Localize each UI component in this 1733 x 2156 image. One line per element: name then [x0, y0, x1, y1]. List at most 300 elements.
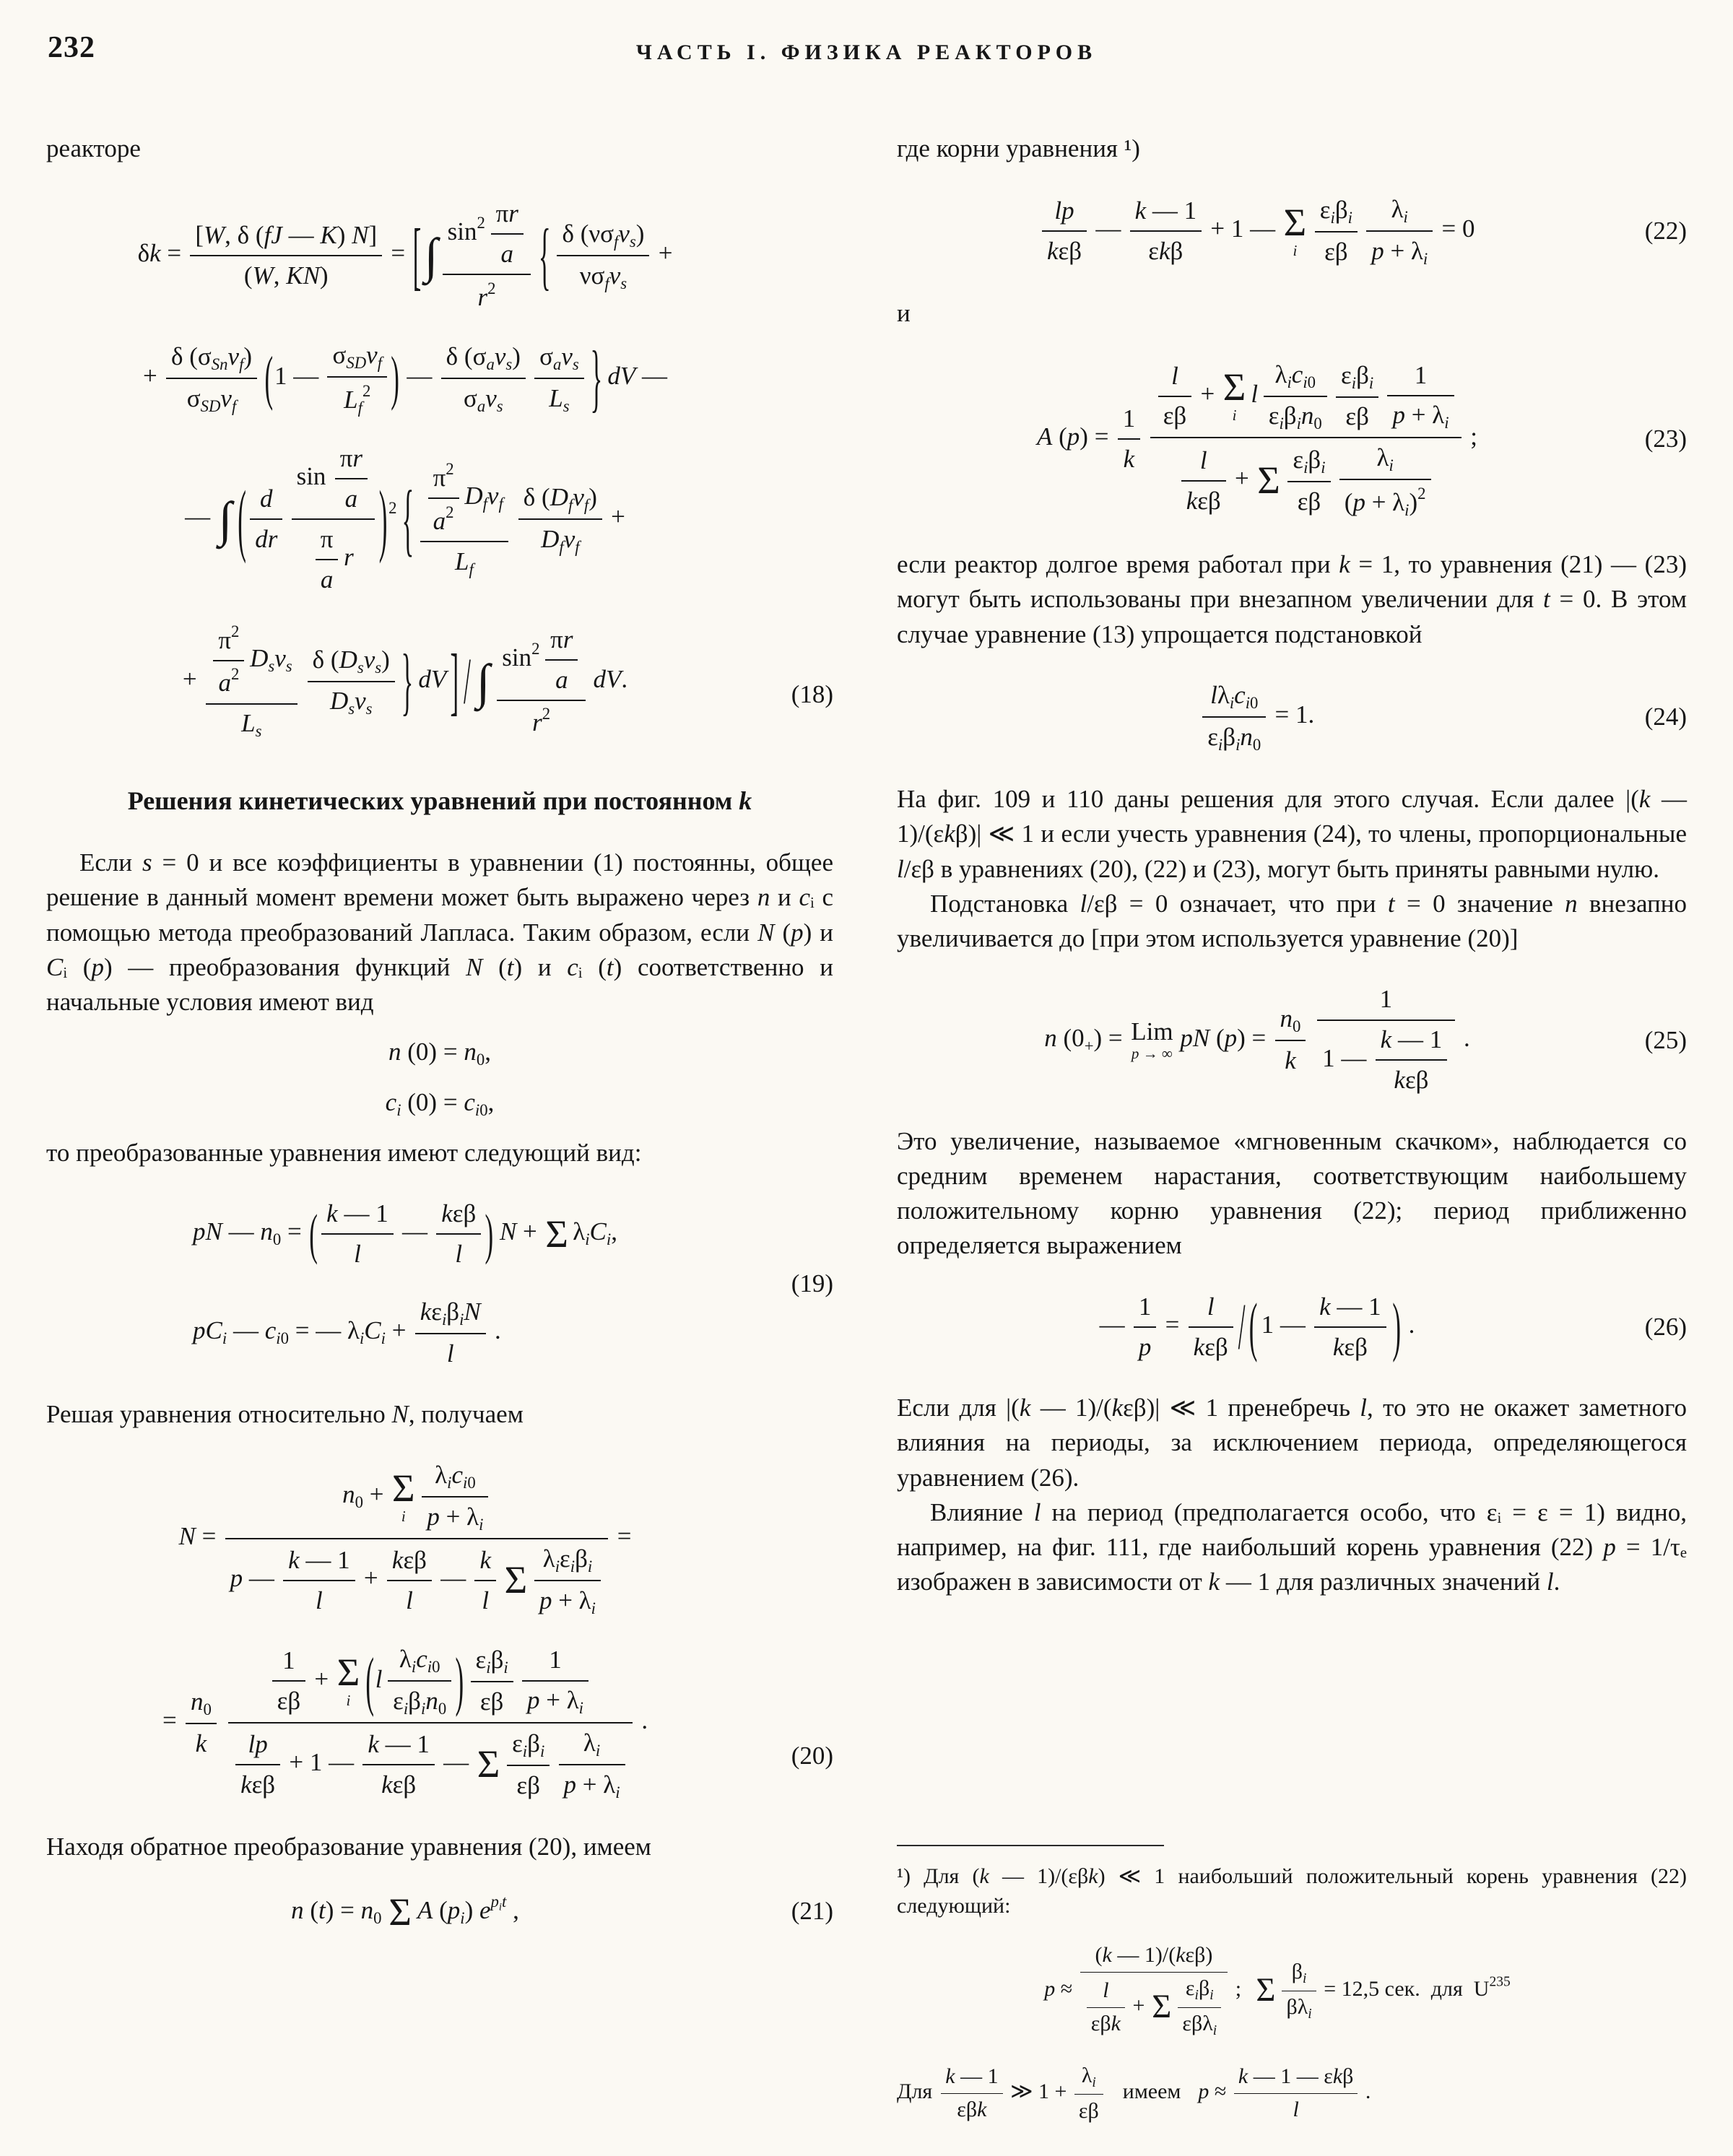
math-fraction: [1314, 1290, 1386, 1365]
math-row: [1200, 446, 1207, 474]
math-text: ) =: [325, 1896, 361, 1925]
numerator: [1339, 440, 1431, 479]
math-variable: i: [222, 1329, 227, 1347]
numerator: [228, 1642, 633, 1722]
math-row: [1081, 2063, 1096, 2090]
math-text: =: [1158, 1310, 1186, 1339]
sigma-glyph: Σ: [504, 1558, 528, 1602]
math-text: .: [1360, 2079, 1371, 2104]
stretchy-delimiter: ]: [450, 639, 459, 724]
math-row: [435, 1461, 476, 1492]
math-text: + λ: [1365, 487, 1405, 516]
math-text: ): [512, 342, 521, 370]
denominator: [1080, 1972, 1228, 2040]
math-row: [1280, 1004, 1301, 1036]
math-variable: i: [539, 1742, 545, 1760]
math-text: β: [1198, 1976, 1210, 2001]
math-variable: i: [1444, 414, 1449, 432]
math-row: [291, 1890, 519, 1934]
math-variable: L: [549, 383, 563, 412]
numerator: [497, 622, 586, 700]
numerator: [1150, 357, 1461, 438]
math-text: εβ: [392, 1770, 417, 1799]
math-variable: v: [274, 643, 286, 672]
math-text: 2: [542, 705, 551, 723]
math-row: [195, 221, 377, 249]
math-fraction: [250, 482, 282, 557]
math-row: [1171, 362, 1178, 390]
math-variable: k: [368, 1729, 379, 1758]
math-subscript: [276, 1329, 289, 1347]
math-text: 2: [487, 279, 496, 298]
math-variable: k: [195, 1729, 207, 1758]
math-variable: k: [240, 1770, 252, 1799]
math-subscript: [540, 1742, 544, 1760]
math-variable: l: [482, 1586, 490, 1614]
math-row: [1040, 195, 1475, 268]
math-variable: n: [388, 1037, 401, 1066]
denominator: [213, 660, 244, 701]
math-row: [516, 1771, 540, 1799]
math-row: [945, 2064, 998, 2088]
math-text: εβ: [1297, 487, 1321, 516]
denominator: [534, 1580, 601, 1620]
numerator: [428, 458, 459, 497]
math-variable: c: [385, 1087, 397, 1116]
math-text: U: [1473, 1977, 1490, 2001]
math-row: [313, 525, 354, 594]
math-variable: i: [396, 1100, 401, 1119]
math-row: [500, 240, 513, 268]
math-variable: f: [469, 560, 474, 578]
math-variable: l: [1210, 681, 1217, 709]
equation-number: (26): [1644, 1312, 1687, 1341]
math-text: —: [185, 503, 217, 531]
math-fraction: [1234, 2062, 1358, 2125]
denominator: [1264, 396, 1327, 435]
math-row: [1139, 1292, 1152, 1321]
denominator: [235, 1764, 280, 1802]
math-subscript: [620, 274, 627, 292]
math-text: σ: [539, 342, 553, 370]
math-text: (0) =: [401, 1087, 464, 1116]
math-subscript: [588, 1557, 592, 1575]
math-variable: i: [591, 1599, 596, 1617]
math-text: ε: [1207, 722, 1218, 751]
math-text: —: [222, 1217, 261, 1246]
math-variable: N: [464, 1297, 481, 1326]
math-variable: lp: [248, 1729, 268, 1758]
denominator: [1087, 2007, 1125, 2039]
numerator: [559, 1726, 625, 1764]
math-row: [475, 1101, 488, 1119]
math-superscript: [477, 214, 485, 232]
math-text: ε: [512, 1729, 523, 1758]
math-subscript: [497, 396, 503, 414]
math-text: 0: [1252, 735, 1261, 754]
math-fraction: [335, 441, 368, 516]
math-row: [316, 1586, 323, 1614]
math-text: имеем: [1122, 2079, 1181, 2104]
math-variable: W: [204, 221, 225, 250]
math-subscript: [268, 657, 274, 675]
math-subscript: [596, 1742, 600, 1760]
math-variable: f: [377, 353, 383, 372]
math-text: 1: [1122, 404, 1136, 433]
math-row: [190, 1687, 212, 1719]
math-variable: D: [541, 525, 560, 553]
math-text: —: [1099, 1310, 1132, 1339]
math-row: [1291, 1960, 1307, 1987]
math-fraction: [518, 480, 602, 558]
math-text: — 1: [337, 1199, 388, 1228]
math-row: [241, 709, 262, 741]
math-fraction: [1042, 194, 1087, 269]
math-subscript: [1092, 2074, 1095, 2090]
math-variable: c: [1234, 681, 1246, 709]
denominator: [518, 518, 602, 558]
math-text: +: [1228, 464, 1256, 493]
math-fraction: [507, 1726, 550, 1803]
denominator: [1178, 2007, 1221, 2041]
math-row: [1324, 238, 1348, 266]
math-subscript: [438, 1700, 446, 1718]
math-text: λ: [573, 1217, 586, 1246]
math-text: 2: [477, 214, 485, 232]
denominator: [190, 255, 382, 293]
math-text: .: [1402, 1310, 1415, 1339]
paragraph: то преобразованные уравнения имеют следующий вид:: [46, 1139, 642, 1167]
math-variable: k: [1134, 196, 1147, 225]
equation-24: [897, 678, 1687, 756]
math-variable: lp: [1054, 196, 1074, 225]
stretchy-delimiter: (: [1248, 1290, 1258, 1364]
math-text: ε: [1268, 401, 1280, 430]
math-row: [233, 1729, 628, 1801]
denominator: [1130, 230, 1202, 269]
math-row: [1293, 445, 1326, 477]
equation-number: (21): [791, 1896, 833, 1925]
math-text: .: [488, 1316, 501, 1345]
math-variable: i: [555, 1557, 560, 1575]
equation-21: [46, 1890, 833, 1934]
denominator: [420, 541, 508, 581]
math-row: [491, 1892, 507, 1911]
math-variable: v: [366, 340, 378, 369]
math-subscript: [1308, 2007, 1311, 2022]
math-text: δ (σ: [446, 342, 487, 370]
sigma-glyph: Σ: [1257, 458, 1280, 503]
math-fraction: [1178, 1974, 1221, 2040]
math-variable: N: [499, 1217, 517, 1246]
math-subscript: [1389, 456, 1393, 474]
math-text: 2: [446, 503, 454, 522]
footnote-content: [897, 1862, 1687, 2126]
math-variable: v: [563, 525, 576, 553]
math-subscript: [378, 354, 382, 372]
math-variable: k: [420, 1297, 432, 1326]
math-line: [183, 620, 627, 743]
stretchy-delimiter: {: [538, 213, 551, 298]
denominator: [1181, 480, 1226, 518]
math-row: [211, 622, 292, 697]
math-text: .: [1457, 1023, 1470, 1052]
math-superscript: [446, 460, 453, 478]
math-row: [1207, 1292, 1215, 1321]
math-text: + 1 —: [282, 1748, 360, 1777]
math-fraction: [283, 1543, 355, 1618]
sigma-glyph: Σ: [1222, 365, 1246, 409]
math-text: ≈: [1209, 2079, 1232, 2104]
math-variable: k: [381, 1770, 393, 1799]
math-variable: C: [589, 1217, 607, 1246]
math-text: εβ: [1090, 2012, 1111, 2036]
math-text: + λ: [576, 1770, 616, 1799]
denominator: [443, 274, 531, 315]
math-variable: s: [496, 396, 503, 415]
math-row: [1148, 237, 1183, 265]
math-fraction: [166, 339, 257, 417]
math-variable: t: [502, 1892, 507, 1911]
math-fraction: [1150, 357, 1461, 522]
math-subscript: [1085, 1036, 1094, 1054]
stretchy-delimiter: (: [365, 1644, 374, 1718]
math-row: [1207, 722, 1261, 754]
math-text: [: [195, 221, 204, 250]
sum-index: [401, 1509, 406, 1524]
equation-body: [193, 1196, 617, 1371]
math-text: ;: [1230, 1977, 1242, 2001]
math-row: [1345, 402, 1369, 430]
math-text: + λ: [439, 1503, 479, 1531]
math-text: ε: [560, 1544, 570, 1573]
math-variable: r: [508, 199, 518, 228]
math-variable: r: [344, 543, 354, 572]
math-text: εβ: [1345, 402, 1369, 431]
math-variable: k: [326, 1199, 338, 1228]
math-fraction: [415, 1295, 486, 1371]
math-fraction: [387, 1543, 432, 1618]
math-row: [512, 1729, 545, 1760]
math-row: [427, 1503, 484, 1534]
math-row: [463, 383, 503, 415]
denominator: [1150, 437, 1461, 521]
math-variable: s: [365, 700, 373, 718]
numerator: [250, 482, 282, 518]
math-variable: r: [563, 625, 573, 653]
math-row: [480, 1687, 504, 1716]
math-row: [185, 444, 625, 594]
math-text: δ (σ: [171, 342, 212, 370]
math-variable: s: [255, 722, 262, 741]
math-variable: i: [463, 1474, 468, 1492]
math-row: [393, 1687, 447, 1718]
math-variable: p: [563, 1770, 577, 1799]
math-text: ): [381, 645, 390, 674]
math-fraction: [474, 1543, 496, 1618]
math-fraction: [522, 1643, 588, 1719]
math-variable: r: [532, 708, 542, 737]
footnote: [897, 1845, 1687, 2126]
footnote-equation: [897, 1941, 1687, 2040]
math-text: 1 —: [1261, 1310, 1312, 1339]
math-text: Для: [897, 2079, 933, 2104]
math-text: εβ): [1185, 1943, 1213, 1968]
math-fraction: [190, 218, 382, 293]
math-fraction: [1282, 1957, 1316, 2024]
math-variable: v: [494, 342, 506, 370]
math-variable: C: [364, 1316, 381, 1345]
integral-sign: ∫: [218, 492, 233, 547]
math-text: ,: [485, 1037, 491, 1066]
math-subscript: [373, 1909, 381, 1927]
math-fraction: [225, 1458, 609, 1620]
math-variable: i: [420, 1700, 426, 1718]
math-variable: p: [1044, 1977, 1056, 2001]
math-variable: k: [1186, 486, 1198, 515]
numerator: [225, 1458, 609, 1538]
math-fraction: [1189, 1290, 1233, 1365]
math-text: — 1)/(: [1111, 1943, 1176, 1968]
math-row: [1371, 237, 1428, 268]
math-variable: s: [572, 355, 579, 373]
math-text: +: [385, 1316, 413, 1345]
math-row: [354, 1240, 361, 1268]
math-variable: c: [264, 1316, 277, 1345]
math-text: 0: [1250, 693, 1259, 712]
math-row: [255, 525, 277, 553]
math-text: ≈: [1055, 1977, 1078, 2001]
denominator: [316, 559, 339, 597]
paragraph: Если для |(k — 1)/(kεβ)| ≪ 1 пренебречь l, то это не окажет заметного влияния на периоды, за исключением периода, определяющегося уравнением (26).: [897, 1393, 1687, 1492]
math-text: λ: [1274, 360, 1287, 388]
math-text: ) =: [1080, 422, 1116, 451]
math-row: [137, 199, 673, 311]
math-fraction: [941, 2062, 1002, 2125]
denominator: [422, 1496, 488, 1536]
numerator: [362, 1727, 435, 1764]
numerator: [1074, 2061, 1103, 2095]
math-fraction: [1287, 443, 1330, 519]
math-row: [441, 1199, 476, 1227]
math-row: [957, 2098, 986, 2121]
math-subscript: [579, 1699, 583, 1717]
math-variable: p: [1371, 237, 1384, 266]
math-variable: k: [1285, 1046, 1296, 1075]
math-row: [1381, 1025, 1443, 1053]
numerator: [1282, 1957, 1316, 1991]
denominator: [1387, 395, 1454, 435]
math-text: +: [604, 503, 625, 531]
denominator: [1287, 481, 1330, 519]
math-line: [193, 1196, 617, 1272]
math-subscript: [201, 396, 221, 414]
math-text: εβ: [251, 1770, 276, 1799]
denominator: [1314, 1326, 1386, 1365]
equation-20: [46, 1458, 833, 1804]
math-row: [1238, 2064, 1354, 2088]
math-fraction: [491, 196, 524, 271]
math-text: β: [408, 1687, 421, 1716]
numerator: [491, 196, 524, 233]
equation-23: [897, 357, 1687, 522]
math-row: [555, 666, 568, 694]
math-row: [446, 342, 521, 373]
math-row: [218, 665, 240, 697]
math-variable: n: [342, 1480, 355, 1509]
math-row: [1085, 1976, 1223, 2039]
math-row: [1103, 1978, 1108, 2002]
math-variable: l: [446, 1339, 454, 1368]
denominator: [1234, 2093, 1358, 2125]
math-subscript: [1313, 414, 1321, 432]
numerator: [166, 339, 257, 378]
left-column: [46, 131, 833, 1957]
math-variable: D: [208, 396, 221, 415]
math-text: +: [516, 1217, 544, 1246]
math-text: δ (: [523, 483, 550, 512]
math-variable: v: [355, 687, 366, 716]
equation-body: [897, 2061, 1371, 2126]
math-variable: n: [1280, 1004, 1293, 1033]
math-text: π: [495, 199, 509, 228]
math-variable: a: [553, 355, 562, 373]
math-row: [1286, 1995, 1312, 2022]
math-variable: l: [375, 1664, 383, 1693]
math-row: [420, 1297, 481, 1329]
math-superscript: [231, 622, 239, 640]
math-line: [143, 338, 667, 419]
math-variable: v: [618, 219, 630, 248]
math-text: δ: [137, 239, 150, 268]
denominator: [428, 497, 459, 539]
math-fraction: [557, 217, 649, 295]
math-row: [381, 1770, 416, 1799]
math-text: 0: [432, 1658, 440, 1677]
numerator: [518, 480, 602, 518]
math-variable: l: [1293, 2098, 1299, 2122]
denominator: [1042, 230, 1087, 269]
equation-number: (18): [791, 680, 833, 709]
math-fraction: [321, 1196, 394, 1272]
sigma-glyph: Σ: [388, 1890, 412, 1934]
math-row: [897, 2063, 1371, 2123]
math-text: β: [490, 1646, 504, 1674]
math-subscript: [498, 495, 503, 513]
right-column: [897, 131, 1687, 2126]
numerator: [388, 1642, 451, 1680]
math-subscript: [203, 1700, 211, 1718]
math-row: [433, 503, 454, 536]
math-text: (: [1209, 1023, 1225, 1052]
math-text: = 0: [1435, 214, 1475, 243]
math-row: [1047, 237, 1082, 265]
math-text: +: [651, 239, 673, 268]
math-subscript: [1348, 209, 1352, 227]
numerator: [441, 339, 526, 378]
math-variable: D: [339, 645, 357, 674]
math-row: [244, 261, 329, 290]
math-text: ): [243, 342, 253, 370]
math-text: = 12,5 сек.: [1318, 1977, 1420, 2001]
math-variable: v: [363, 645, 375, 674]
sum-operator: [545, 1212, 568, 1256]
equation-number: (20): [791, 1741, 833, 1770]
numerator: [321, 1196, 394, 1233]
math-row: [550, 625, 573, 653]
math-variable: k: [945, 2064, 955, 2088]
math-variable: l: [354, 1240, 361, 1269]
